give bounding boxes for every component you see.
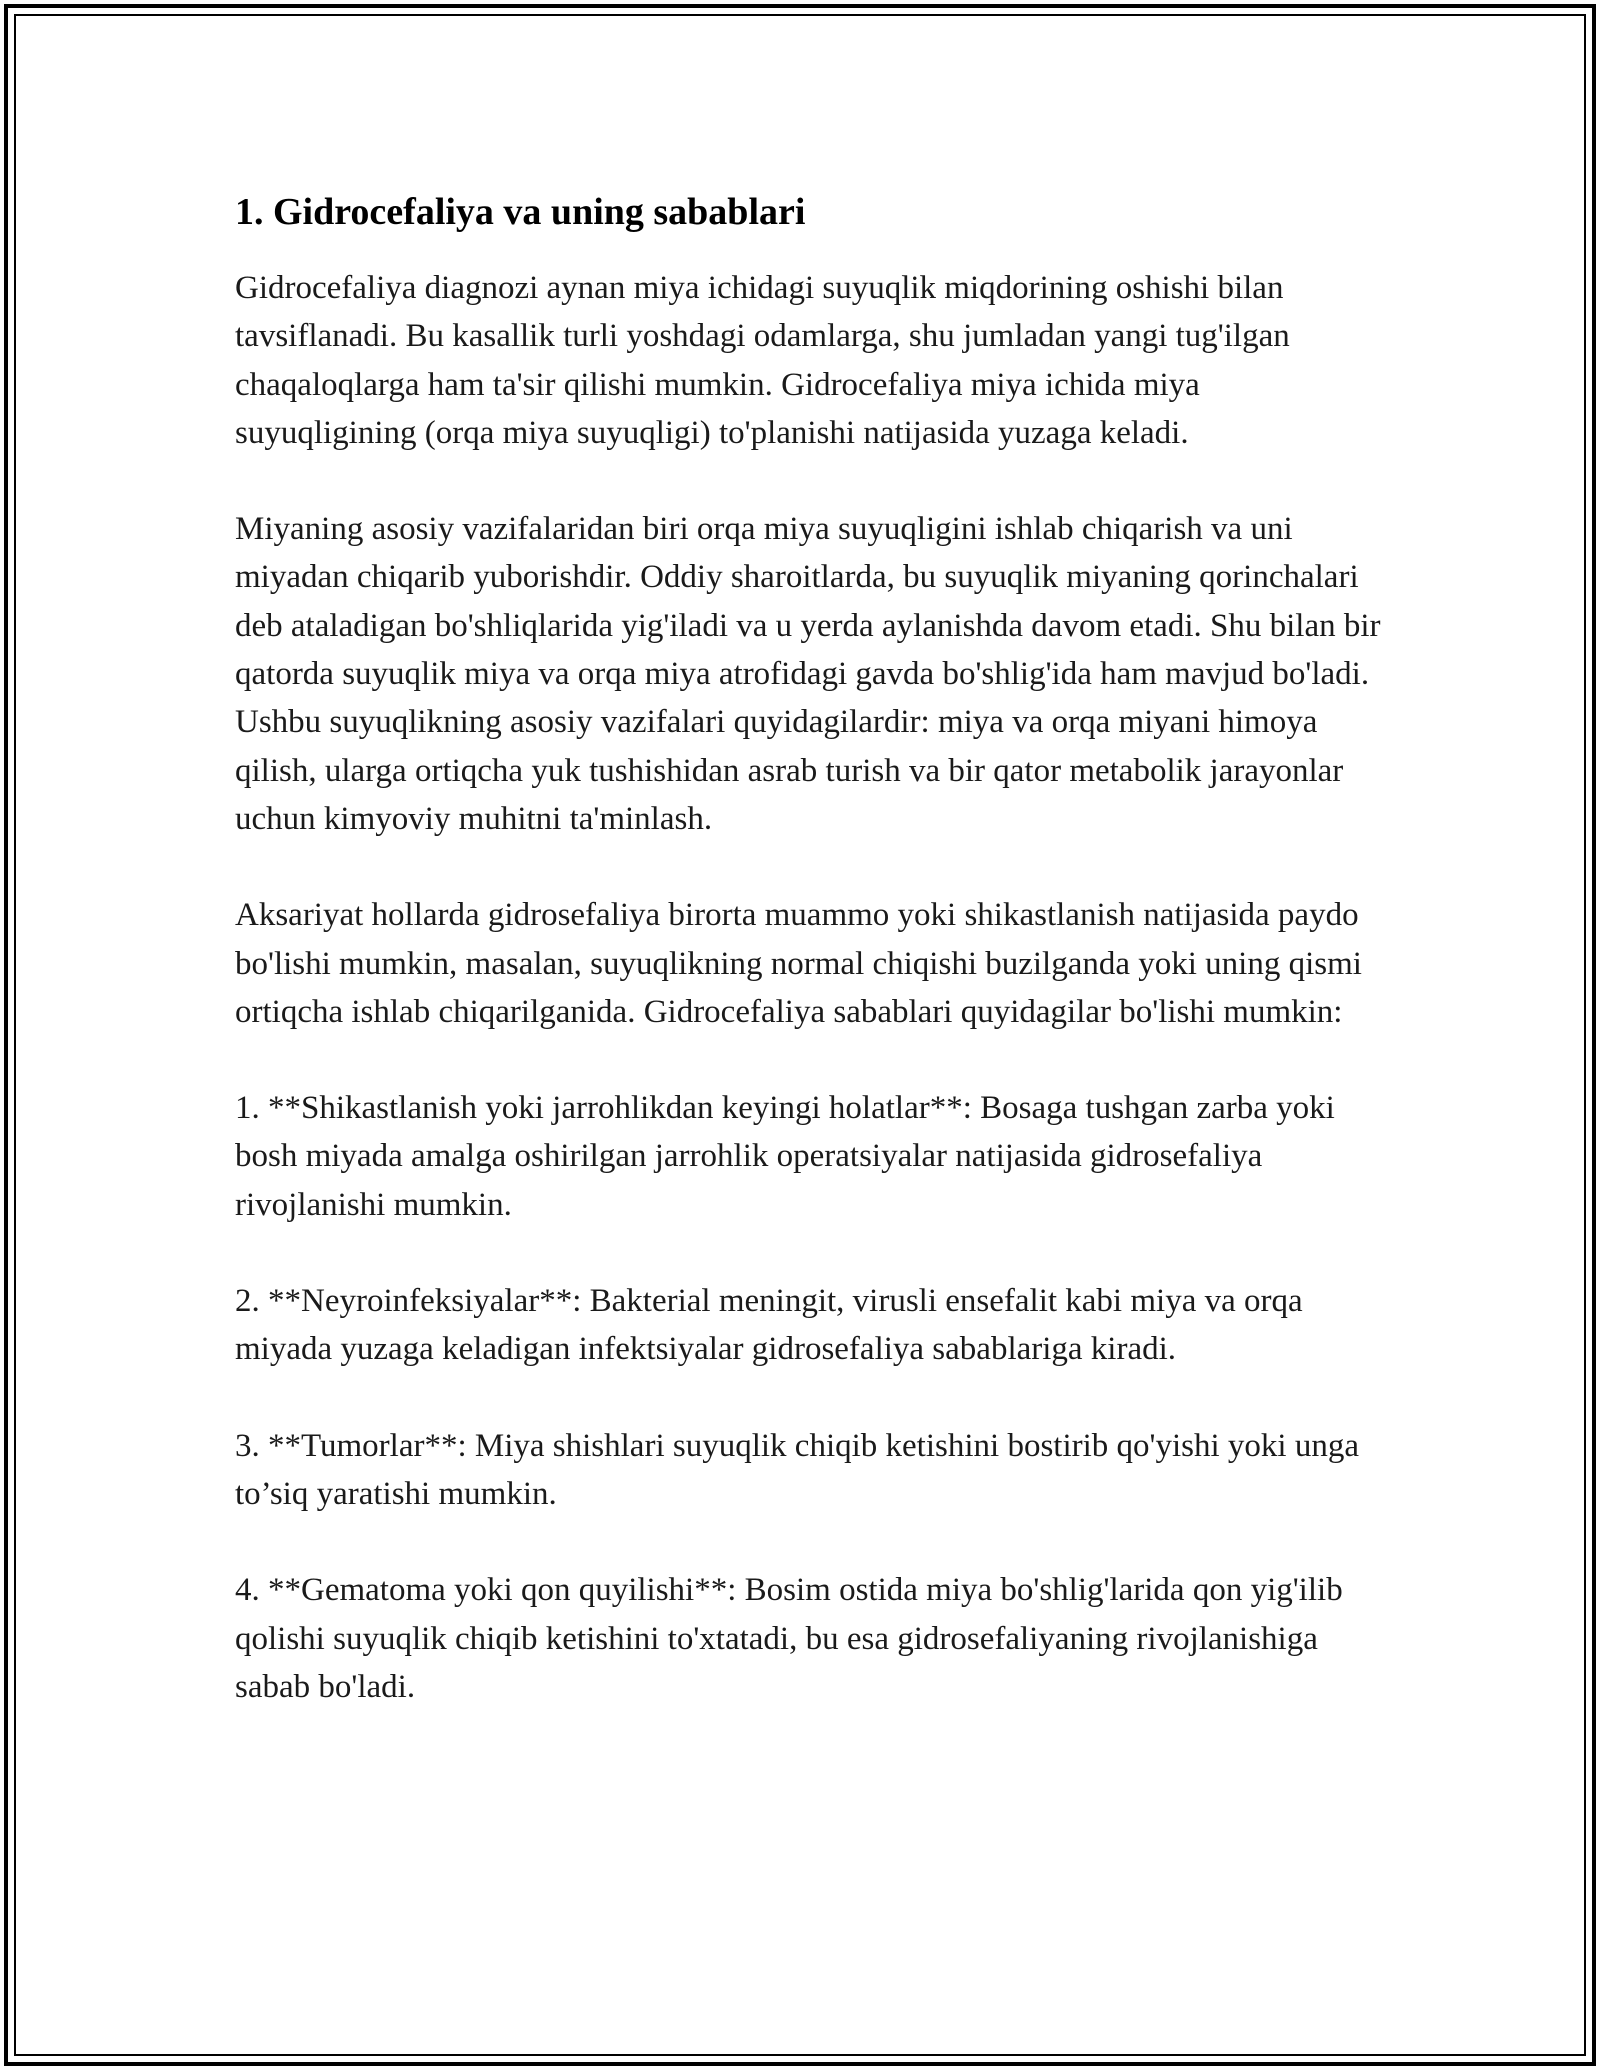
paragraph-brain-functions: Miyaning asosiy vazifalaridan biri orqa miya suyuqligini ishlab chiqarish va uni miyadan chiqarib yuborishdir. Oddiy sharoitlarda, bu suyuqlik miyaning qorinchalari deb ataladigan bo'shliqlarida yig'iladi va u yerda aylanishda davom etadi. Shu bilan bir qatorda suyuqlik miya va orqa miya atrofidagi gavda bo'shlig'ida ham mavjud bo'ladi. Ushbu suyuqlikning asosiy vazifalari quyidagilardir: miya va orqa miyani himoya qilish, ularga ortiqcha yuk tushishidan asrab turish va bir qator metabolik jarayonlar uchun kimyoviy muhitni ta'minlash. (235, 511, 1381, 837)
list-item-cause-1: 1. **Shikastlanish yoki jarrohlikdan keyingi holatlar**: Bosaga tushgan zarba yoki bosh miyada amalga oshirilgan jarrohlik operatsiyalar natijasida gidrosefaliya rivojlanishi mumkin. (235, 1090, 1335, 1223)
paragraph-intro: Gidrocefaliya diagnozi aynan miya ichidagi suyuqlik miqdorining oshishi bilan tavsiflanadi. Bu kasallik turli yoshdagi odamlarga, shu jumladan yangi tug'ilgan chaqaloqlarga ham ta'sir qilishi mumkin. Gidrocefaliya miya ichida miya suyuqligining (orqa miya suyuqligi) to'planishi natijasida yuzaga keladi. (235, 270, 1290, 451)
paragraph-causes-intro: Aksariyat hollarda gidrosefaliya birorta muammo yoki shikastlanish natijasida paydo bo'lishi mumkin, masalan, suyuqlikning normal chiqishi buzilganda yoki uning qismi ortiqcha ishlab chiqarilganida. Gidrocefaliya sabablari quyidagilar bo'lishi mumkin: (235, 897, 1362, 1030)
document-body (235, 186, 1385, 1711)
list-item-cause-4: 4. **Gematoma yoki qon quyilishi**: Bosim ostida miya bo'shlig'larida qon yig'ilib qolishi suyuqlik chiqib ketishini to'xtatadi, bu esa gidrosefaliyaning rivojlanishiga sabab bo'ladi. (235, 1572, 1343, 1705)
list-item-cause-3: 3. **Tumorlar**: Miya shishlari suyuqlik chiqib ketishini bostirib qo'yishi yoki unga to’siq yaratishi mumkin. (235, 1427, 1359, 1512)
list-item-cause-2: 2. **Neyroinfeksiyalar**: Bakterial meningit, virusli ensefalit kabi miya va orqa miyada yuzaga keladigan infektsiyalar gidrosefaliya sabablariga kiradi. (235, 1283, 1303, 1368)
section-heading: 1. Gidrocefaliya va uning sabablari (235, 191, 806, 233)
